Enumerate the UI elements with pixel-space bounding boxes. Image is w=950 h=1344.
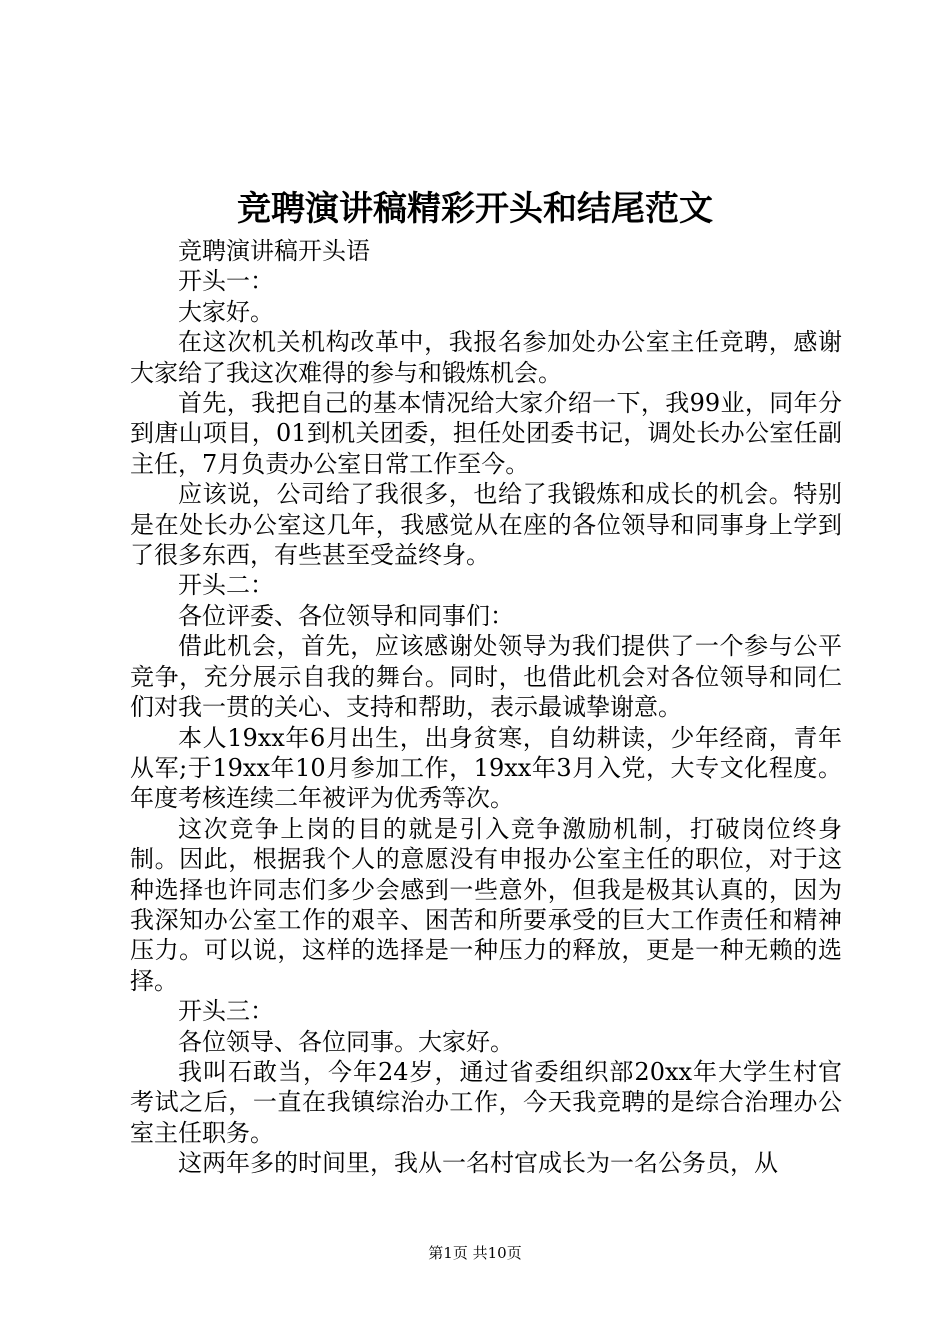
paragraph: 本人19xx年6月出生，出身贫寒，自幼耕读，少年经商，青年从军;于19xx年10月参加工作，19xx年3月入党，大专文化程度。年度考核连续二年被评为优秀等次。 xyxy=(130,723,842,813)
page-footer xyxy=(0,1241,950,1265)
paragraph: 各位领导、各位同事。大家好。 xyxy=(178,1027,514,1056)
paragraph: 应该说，公司给了我很多，也给了我锻炼和成长的机会。特别是在处长办公室这几年，我感觉从在座的各位领导和同事身上学到了很多东西，有些甚至受益终身。 xyxy=(130,480,842,570)
paragraph: 大家好。 xyxy=(178,297,274,326)
paragraph: 我叫石敢当，今年24岁，通过省委组织部20xx年大学生村官考试之后，一直在我镇综治办工作，今天我竞聘的是综合治理办公室主任职务。 xyxy=(130,1057,842,1147)
document-body xyxy=(130,236,842,1179)
paragraph-section-label: 开头二： xyxy=(178,571,274,600)
document-title: 竞聘演讲稿精彩开头和结尾范文 xyxy=(237,189,713,229)
paragraph: 各位评委、各位领导和同事们： xyxy=(178,601,514,630)
paragraph-section-label: 开头三： xyxy=(178,997,274,1026)
paragraph-section-label: 开头一： xyxy=(178,267,274,296)
paragraph: 借此机会，首先，应该感谢处领导为我们提供了一个参与公平竞争，充分展示自我的舞台。同时，也借此机会对各位领导和同仁们对我一贯的关心、支持和帮助，表示最诚挚谢意。 xyxy=(130,632,842,722)
paragraph: 这两年多的时间里，我从一名村官成长为一名公务员，从 xyxy=(178,1149,778,1178)
page-number: 第1页 共10页 xyxy=(428,1244,522,1262)
paragraph: 这次竞争上岗的目的就是引入竞争激励机制，打破岗位终身制。因此，根据我个人的意愿没有申报办公室主任的职位，对于这种选择也许同志们多少会感到一些意外，但我是极其认真的，因为我深知办公室工作的艰辛、困苦和所要承受的巨大工作责任和精神压力。可以说，这样的选择是一种压力的释放，更是一种无赖的选择。 xyxy=(130,814,842,995)
paragraph: 首先，我把自己的基本情况给大家介绍一下，我99业，同年分到唐山项目，01到机关团委，担任处团委书记，调处长办公室任副主任，7月负责办公室日常工作至今。 xyxy=(130,389,842,478)
paragraph: 在这次机关机构改革中，我报名参加处办公室主任竞聘，感谢大家给了我这次难得的参与和锻炼机会。 xyxy=(130,328,842,387)
paragraph-heading: 竞聘演讲稿开头语 xyxy=(178,237,370,265)
